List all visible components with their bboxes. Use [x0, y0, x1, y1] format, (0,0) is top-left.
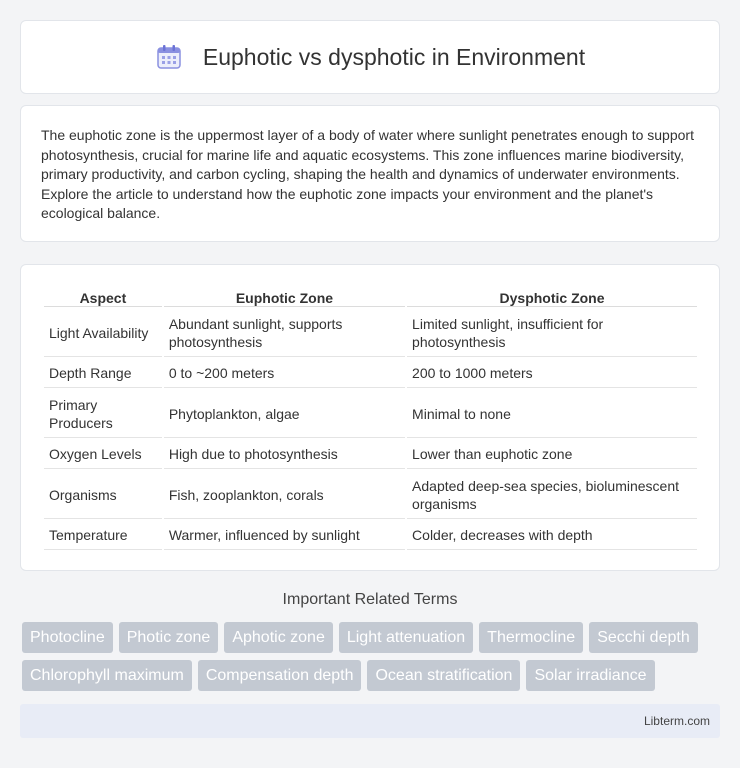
page-title: Euphotic vs dysphotic in Environment [202, 43, 586, 70]
table-row [44, 521, 697, 550]
cell-euphotic: Warmer, influenced by sunlight [164, 521, 405, 550]
related-term-tag[interactable]: Secchi depth [589, 622, 698, 653]
table-row [44, 471, 697, 519]
cell-euphotic: Phytoplankton, algae [164, 390, 405, 438]
title-card [20, 20, 720, 94]
related-term-tag[interactable]: Chlorophyll maximum [22, 660, 192, 691]
cell-dysphotic: Adapted deep-sea species, bioluminescent organisms [407, 471, 697, 519]
cell-aspect: Temperature [44, 521, 162, 550]
cell-euphotic: High due to photosynthesis [164, 440, 405, 469]
header-aspect: Aspect [44, 287, 162, 307]
related-term-tag[interactable]: Thermocline [479, 622, 583, 653]
cell-dysphotic: 200 to 1000 meters [407, 359, 697, 388]
calendar-icon [155, 43, 183, 71]
table-row [44, 309, 697, 357]
related-term-tag[interactable]: Photic zone [119, 622, 219, 653]
cell-euphotic: Fish, zooplankton, corals [164, 471, 405, 519]
table-header-row [44, 287, 697, 307]
related-term-tag[interactable]: Solar irradiance [526, 660, 654, 691]
cell-aspect: Light Availability [44, 309, 162, 357]
intro-card [20, 105, 720, 242]
related-terms-title: Important Related Terms [282, 591, 458, 608]
cell-aspect: Oxygen Levels [44, 440, 162, 469]
footer [20, 704, 720, 738]
table-row [44, 440, 697, 469]
cell-dysphotic: Limited sunlight, insufficient for photosynthesis [407, 309, 697, 357]
cell-dysphotic: Colder, decreases with depth [407, 521, 697, 550]
cell-euphotic: 0 to ~200 meters [164, 359, 405, 388]
header-dysphotic: Dysphotic Zone [407, 287, 697, 307]
related-term-tag[interactable]: Ocean stratification [367, 660, 520, 691]
cell-aspect: Depth Range [44, 359, 162, 388]
related-term-tag[interactable]: Light attenuation [339, 622, 473, 653]
cell-dysphotic: Minimal to none [407, 390, 697, 438]
comparison-table [42, 285, 699, 552]
related-term-tag[interactable]: Photocline [22, 622, 113, 653]
related-term-tag[interactable]: Aphotic zone [224, 622, 333, 653]
header-euphotic: Euphotic Zone [164, 287, 405, 307]
related-term-tag[interactable]: Compensation depth [198, 660, 362, 691]
cell-aspect: Primary Producers [44, 390, 162, 438]
intro-text: The euphotic zone is the uppermost layer of a body of water where sunlight penetrates enough to support photosynthesis, crucial for marine life and aquatic ecosystems. This zone influences marine biodiversity, primary productivity, and carbon cycling, shaping the health and dynamics of underwater environments. Explore the article to understand how the euphotic zone impacts your environment and the planet's ecological balance. [41, 127, 694, 222]
table-row [44, 359, 697, 388]
cell-aspect: Organisms [44, 471, 162, 519]
cell-euphotic: Abundant sunlight, supports photosynthesis [164, 309, 405, 357]
cell-dysphotic: Lower than euphotic zone [407, 440, 697, 469]
related-terms-list [22, 622, 722, 698]
table-row [44, 390, 697, 438]
footer-site-link[interactable]: Libterm.com [643, 714, 710, 728]
comparison-table-card [20, 264, 720, 571]
